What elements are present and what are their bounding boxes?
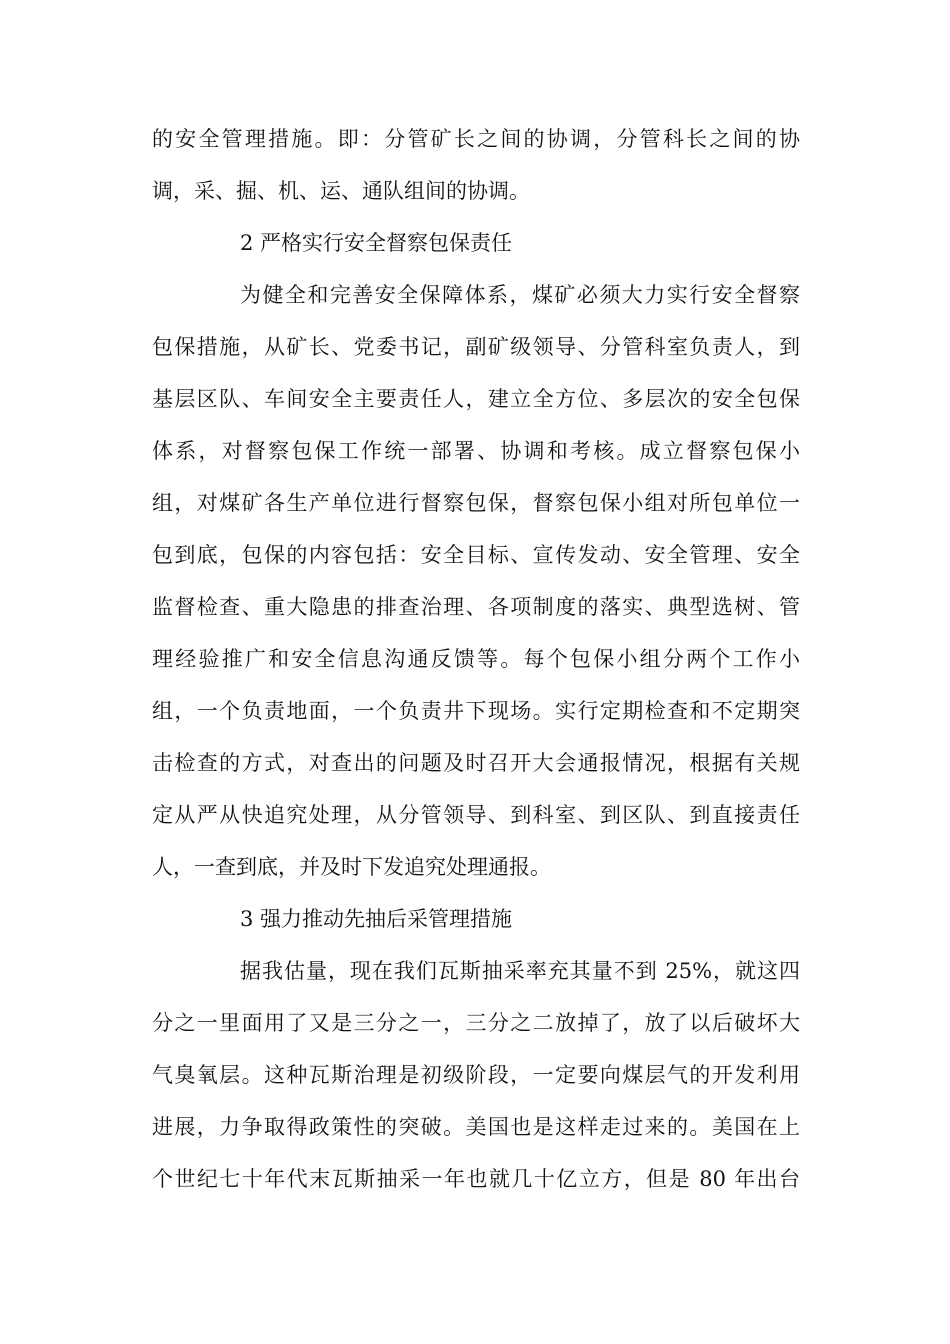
text-line: 为健全和完善安全保障体系，煤矿必须大力实行安全督察 <box>240 283 800 307</box>
text-line: 据我估量，现在我们瓦斯抽采率充其量不到 25%，就这四 <box>240 959 800 983</box>
text-line: 监督检查、重大隐患的排查治理、各项制度的落实、典型选树、管 <box>152 595 800 619</box>
text-line: 的安全管理措施。即：分管矿长之间的协调，分管科长之间的协 <box>152 127 800 151</box>
text-line: 定从严从快追究处理，从分管领导、到科室、到区队、到直接责任 <box>152 803 800 827</box>
heading-line: 3 强力推动先抽后采管理措施 <box>240 907 513 931</box>
paragraph-continued <box>152 113 800 217</box>
paragraph-gas-extraction <box>152 945 800 1205</box>
heading-line: 2 严格实行安全督察包保责任 <box>240 231 513 255</box>
section-heading-2 <box>152 217 800 269</box>
text-line: 分之一里面用了又是三分之一，三分之二放掉了，放了以后破坏大 <box>152 1011 800 1035</box>
section-heading-3 <box>152 893 800 945</box>
text-line: 调，采、掘、机、运、通队组间的协调。 <box>152 179 530 203</box>
text-line: 组，一个负责地面，一个负责井下现场。实行定期检查和不定期突 <box>152 699 800 723</box>
text-line: 气臭氧层。这种瓦斯治理是初级阶段，一定要向煤层气的开发利用 <box>152 1063 800 1087</box>
paragraph-supervision <box>152 269 800 893</box>
text-line: 个世纪七十年代末瓦斯抽采一年也就几十亿立方，但是 80 年出台 <box>152 1167 800 1191</box>
text-line: 进展，力争取得政策性的突破。美国也是这样走过来的。美国在上 <box>152 1115 800 1139</box>
text-line: 包到底，包保的内容包括：安全目标、宣传发动、安全管理、安全 <box>152 543 800 567</box>
text-line: 理经验推广和安全信息沟通反馈等。每个包保小组分两个工作小 <box>152 647 800 671</box>
text-line: 击检查的方式，对查出的问题及时召开大会通报情况，根据有关规 <box>152 751 800 775</box>
text-line: 人，一查到底，并及时下发追究处理通报。 <box>152 855 551 879</box>
document-page <box>152 113 800 1205</box>
text-line: 基层区队、车间安全主要责任人，建立全方位、多层次的安全包保 <box>152 387 800 411</box>
text-line: 包保措施，从矿长、党委书记，副矿级领导、分管科室负责人，到 <box>152 335 800 359</box>
text-line: 体系，对督察包保工作统一部署、协调和考核。成立督察包保小 <box>152 439 800 463</box>
text-line: 组，对煤矿各生产单位进行督察包保，督察包保小组对所包单位一 <box>152 491 800 515</box>
